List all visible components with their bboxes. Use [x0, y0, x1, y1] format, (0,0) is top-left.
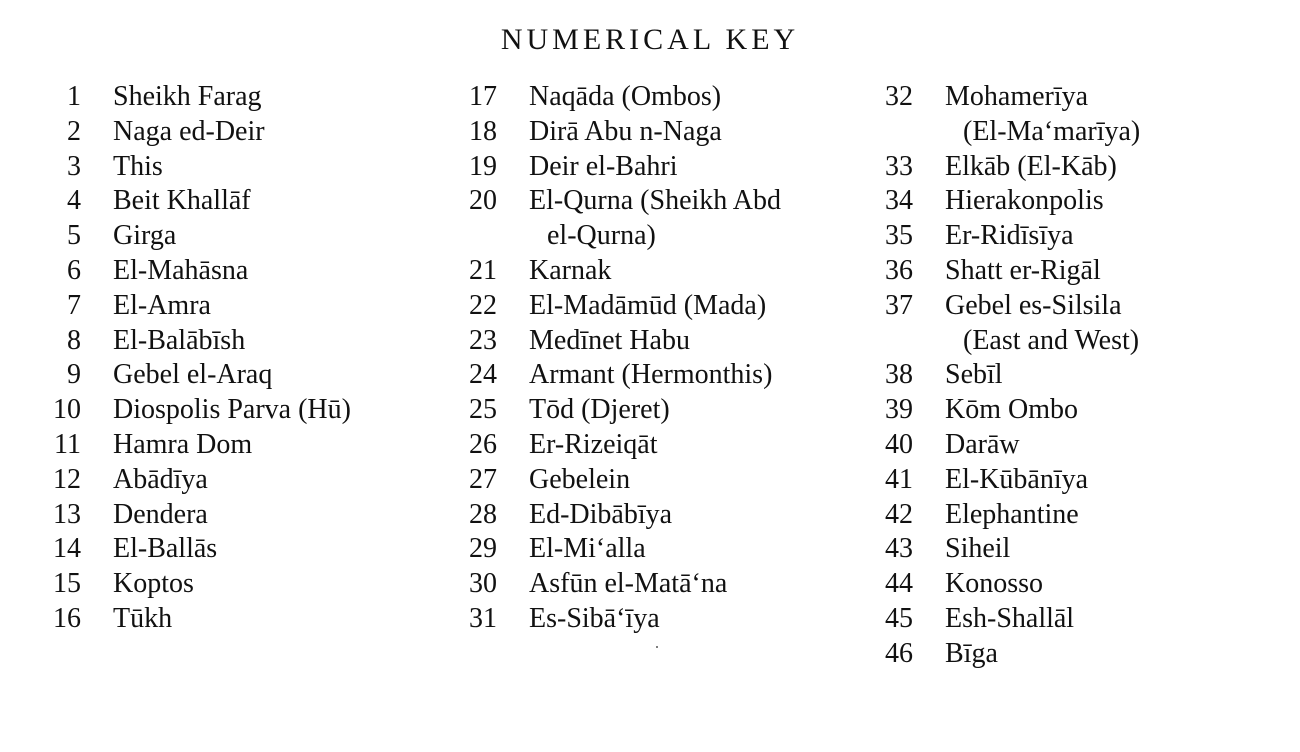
- entry-number: 39: [885, 394, 913, 426]
- page-title: NUMERICAL KEY: [500, 23, 800, 56]
- key-entry: [469, 324, 781, 359]
- key-entry: [53, 532, 351, 567]
- entry-site-name: Girga: [113, 220, 177, 252]
- key-entry: [469, 184, 781, 254]
- entry-number: 21: [469, 254, 497, 286]
- entry-number: 42: [885, 498, 913, 530]
- entry-site-name: El-Mi‘alla: [529, 533, 646, 565]
- entry-site-name: Er-Ridīsīya: [945, 220, 1074, 252]
- key-entry: [67, 219, 351, 254]
- entry-site-name: El-Madāmūd (Mada): [529, 289, 767, 321]
- entry-site-name: Deir el-Bahri: [529, 150, 678, 182]
- key-entry: [885, 80, 1141, 150]
- entry-number: 20: [469, 185, 497, 217]
- key-entry: [67, 324, 351, 359]
- entry-number: 10: [53, 394, 81, 426]
- entry-site-name: This: [113, 150, 163, 182]
- entry-number: 6: [67, 254, 81, 286]
- key-entry: [67, 254, 351, 289]
- key-entry: [67, 150, 351, 185]
- entry-number: 17: [469, 81, 497, 112]
- entry-number: 30: [469, 568, 497, 600]
- entry-site-name: El-Balābīsh: [113, 324, 246, 356]
- entry-number: 24: [469, 359, 497, 391]
- entry-site-name: Elkāb (El-Kāb): [945, 150, 1117, 182]
- entry-number: 40: [885, 428, 913, 460]
- entry-site-name: El-Kūbānīya: [945, 463, 1089, 495]
- entry-number: 26: [469, 428, 497, 460]
- entry-site-name: Dirā Abu n-Naga: [529, 115, 722, 147]
- key-entry: [53, 567, 351, 602]
- entry-site-name: Er-Rizeiqāt: [529, 428, 658, 460]
- key-entry: [469, 358, 781, 393]
- key-entry: [885, 289, 1140, 359]
- entry-site-name-continued: el-Qurna): [547, 220, 656, 252]
- key-entry: [53, 498, 351, 533]
- entry-site-name: Asfūn el-Matā‘na: [529, 568, 728, 600]
- entry-site-name: El-Mahāsna: [113, 254, 249, 286]
- key-entry: [469, 254, 781, 289]
- entry-number: 2: [67, 115, 81, 147]
- key-entry: [469, 463, 781, 498]
- entry-number: 18: [469, 115, 497, 147]
- entry-site-name: Gebel es-Silsila: [945, 289, 1122, 321]
- key-entry: [54, 428, 351, 463]
- entry-site-name: Siheil: [945, 533, 1011, 565]
- entry-number: 27: [469, 463, 497, 495]
- entry-site-name-continued: (East and West): [963, 324, 1140, 356]
- entry-site-name: Gebel el-Araq: [113, 359, 273, 391]
- entry-number: 19: [469, 150, 497, 182]
- entry-site-name: El-Amra: [113, 289, 211, 321]
- key-entry: [885, 602, 1140, 637]
- entry-site-name: Shatt er-Rigāl: [945, 254, 1101, 286]
- entry-site-name: Darāw: [945, 428, 1020, 460]
- entry-number: 11: [54, 428, 81, 460]
- entry-site-name: Bīga: [945, 637, 998, 669]
- entry-number: 9: [67, 359, 81, 391]
- entry-number: 29: [469, 533, 497, 565]
- entry-number: 13: [53, 498, 81, 530]
- entry-site-name: Kōm Ombo: [945, 394, 1078, 426]
- key-entry: [885, 567, 1140, 602]
- entry-site-name: Ed-Dibābīya: [529, 498, 673, 530]
- entry-number: 14: [53, 533, 81, 565]
- entry-site-name: Diospolis Parva (Hū): [113, 394, 351, 426]
- key-entry: [469, 428, 781, 463]
- entry-number: 31: [469, 602, 497, 634]
- entry-site-name: Medīnet Habu: [529, 324, 690, 356]
- key-entry: [469, 80, 781, 115]
- key-entry: [469, 567, 781, 602]
- entry-site-name: Naqāda (Ombos): [529, 81, 722, 112]
- key-entry: [53, 463, 351, 498]
- entry-number: 15: [53, 568, 81, 600]
- entry-site-name: Tūkh: [113, 602, 173, 634]
- entry-site-name: Hamra Dom: [113, 428, 253, 460]
- entry-site-name: Gebelein: [529, 463, 631, 495]
- entry-number: 22: [469, 289, 497, 321]
- key-entry: [885, 393, 1140, 428]
- entry-number: 1: [67, 81, 81, 112]
- key-entry: [469, 393, 781, 428]
- entry-site-name: Abādīya: [113, 463, 208, 495]
- key-entry: [469, 532, 781, 567]
- key-entry: [885, 498, 1140, 533]
- entry-number: 28: [469, 498, 497, 530]
- key-entry: [885, 150, 1140, 185]
- entry-site-name: Tōd (Djeret): [529, 394, 670, 426]
- key-entry: [885, 428, 1140, 463]
- entry-number: 41: [885, 463, 913, 495]
- entry-number: 46: [885, 637, 913, 669]
- entry-number: 43: [885, 533, 913, 565]
- entry-number: 37: [885, 289, 913, 321]
- entry-site-name: Dendera: [113, 498, 208, 530]
- key-entry: [469, 498, 781, 533]
- entry-number: 25: [469, 394, 497, 426]
- entry-number: 5: [67, 220, 81, 252]
- key-entry: [885, 532, 1140, 567]
- key-entry: [469, 115, 781, 150]
- key-entry: [53, 602, 351, 637]
- entry-site-name: Sheikh Farag: [113, 81, 262, 112]
- key-entry: [67, 358, 351, 393]
- entry-site-name: Koptos: [113, 568, 194, 600]
- key-entry: [53, 393, 351, 428]
- entry-site-name: Esh-Shallāl: [945, 602, 1075, 634]
- entry-site-name: Naga ed-Deir: [113, 115, 265, 147]
- entry-number: 4: [67, 185, 81, 217]
- entry-site-name: El-Ballās: [113, 533, 218, 565]
- key-entry: [67, 289, 351, 324]
- key-entry: [885, 254, 1140, 289]
- entry-number: 32: [885, 81, 913, 112]
- entry-number: 16: [53, 602, 81, 634]
- entry-site-name: Sebīl: [945, 359, 1003, 391]
- entry-site-name: Elephantine: [945, 498, 1079, 530]
- entry-site-name: Es-Sibā‘īya: [529, 602, 660, 634]
- entry-number: 8: [67, 324, 81, 356]
- entry-number: 12: [53, 463, 81, 495]
- entry-site-name: Mohamerīya: [945, 81, 1089, 112]
- key-column-3: [885, 80, 1141, 672]
- key-entry: [885, 184, 1140, 219]
- print-speck: [656, 646, 658, 648]
- entry-number: 3: [67, 150, 81, 182]
- entry-number: 34: [885, 185, 913, 217]
- key-entry: [885, 637, 1140, 672]
- entry-number: 44: [885, 568, 913, 600]
- entry-site-name: Hierakonpolis: [945, 185, 1104, 217]
- key-entry: [67, 80, 351, 115]
- entry-number: 38: [885, 359, 913, 391]
- key-entry: [469, 289, 781, 324]
- key-entry: [469, 602, 781, 637]
- entry-site-name: Konosso: [945, 568, 1044, 600]
- entry-number: 33: [885, 150, 913, 182]
- key-entry: [67, 115, 351, 150]
- key-entry: [469, 150, 781, 185]
- key-entry: [885, 463, 1140, 498]
- entry-site-name: Karnak: [529, 254, 612, 286]
- key-entry: [67, 184, 351, 219]
- entry-number: 7: [67, 289, 81, 321]
- entry-site-name: Beit Khallāf: [113, 185, 251, 217]
- entry-site-name: Armant (Hermonthis): [529, 359, 773, 391]
- entry-number: 36: [885, 254, 913, 286]
- key-entry: [885, 358, 1140, 393]
- entry-number: 23: [469, 324, 497, 356]
- entry-number: 45: [885, 602, 913, 634]
- entry-site-name-continued: (El-Ma‘marīya): [963, 115, 1141, 147]
- key-column-2: [469, 80, 781, 637]
- entry-site-name: El-Qurna (Sheikh Abd: [529, 185, 781, 217]
- key-column-1: [53, 80, 351, 637]
- key-entry: [885, 219, 1140, 254]
- entry-number: 35: [885, 220, 913, 252]
